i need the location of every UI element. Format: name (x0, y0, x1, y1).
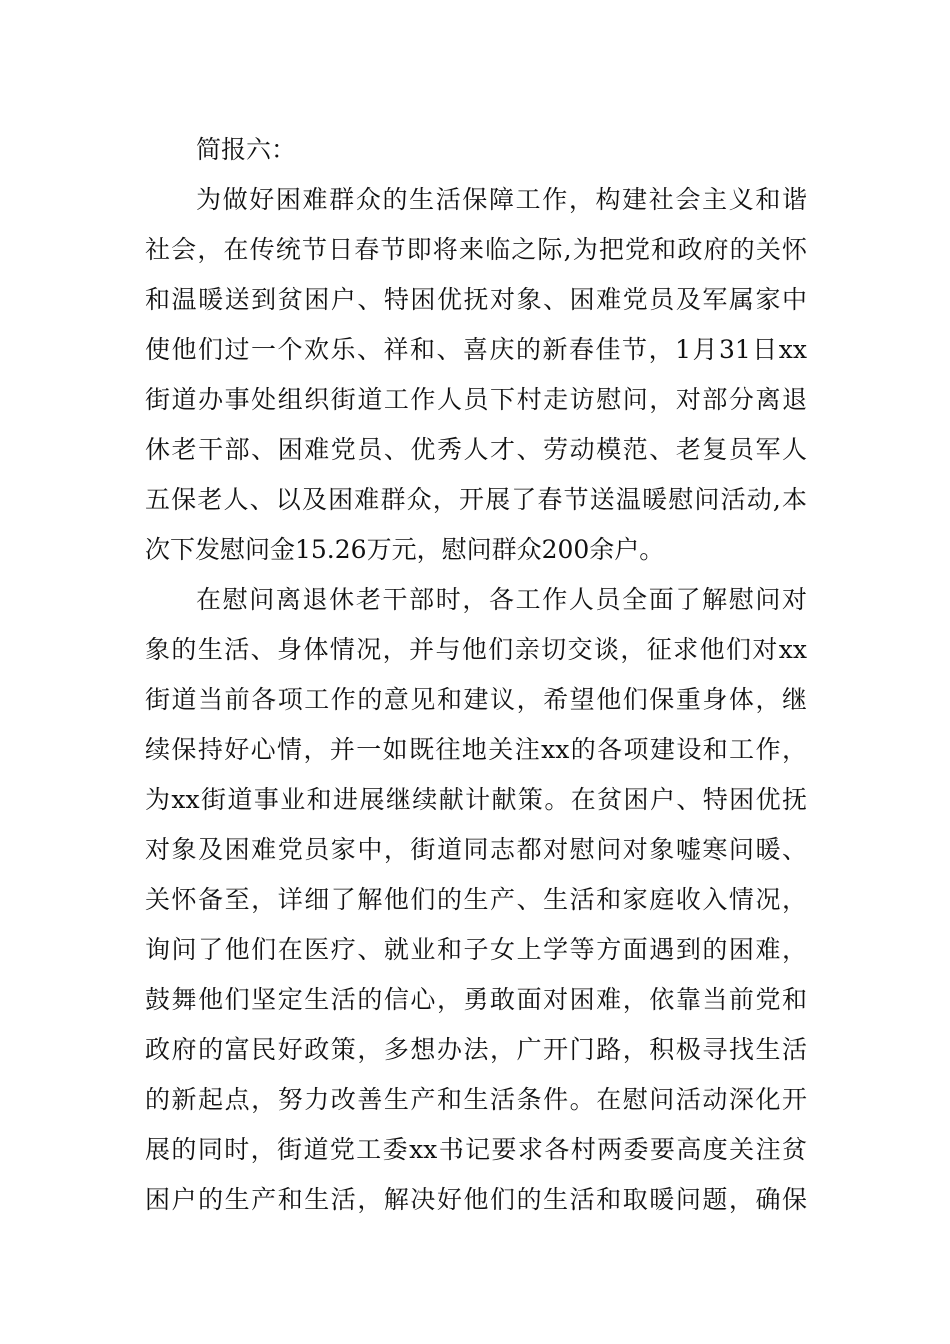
document-heading: 简报六： (196, 135, 297, 164)
paragraph-1-line-1: 为做好困难群众的生活保障工作，构建社会主义和谐 (196, 185, 807, 214)
paragraph-1-line-7: 五保老人、以及困难群众，开展了春节送温暖慰问活动,本 (145, 485, 807, 514)
paragraph-1-line-2: 社会，在传统节日春节即将来临之际,为把党和政府的关怀 (145, 235, 807, 264)
paragraph-2-line-3: 街道当前各项工作的意见和建议，希望他们保重身体，继 (145, 685, 807, 714)
paragraph-2-line-1: 在慰问离退休老干部时，各工作人员全面了解慰问对 (196, 585, 807, 614)
paragraph-2-line-7: 关怀备至，详细了解他们的生产、生活和家庭收入情况， (145, 885, 807, 914)
paragraph-1-line-3: 和温暖送到贫困户、特困优抚对象、困难党员及军属家中 (145, 285, 807, 314)
paragraph-2-line-8: 询问了他们在医疗、就业和子女上学等方面遇到的困难， (145, 935, 807, 964)
paragraph-2-line-5: 为xx街道事业和进展继续献计献策。在贫困户、特困优抚 (145, 785, 807, 814)
paragraph-1-line-6: 休老干部、困难党员、优秀人才、劳动模范、老复员军人 (145, 435, 807, 464)
paragraph-2-line-6: 对象及困难党员家中，街道同志都对慰问对象嘘寒问暖、 (145, 835, 807, 864)
paragraph-2-line-11: 的新起点，努力改善生产和生活条件。在慰问活动深化开 (145, 1085, 807, 1114)
paragraph-2-line-2: 象的生活、身体情况，并与他们亲切交谈，征求他们对xx (145, 635, 807, 664)
paragraph-2-line-13: 困户的生产和生活，解决好他们的生活和取暖问题，确保 (145, 1185, 807, 1214)
paragraph-2-line-4: 续保持好心情，并一如既往地关注xx的各项建设和工作， (145, 735, 807, 764)
paragraph-2-line-12: 展的同时，街道党工委xx书记要求各村两委要高度关注贫 (145, 1135, 807, 1164)
paragraph-1-line-8: 次下发慰问金15.26万元，慰问群众200余户。 (145, 535, 665, 564)
paragraph-2-line-10: 政府的富民好政策，多想办法，广开门路，积极寻找生活 (145, 1035, 807, 1064)
paragraph-2-line-9: 鼓舞他们坚定生活的信心，勇敢面对困难，依靠当前党和 (145, 985, 807, 1014)
paragraph-1-line-4: 使他们过一个欢乐、祥和、喜庆的新春佳节，1月31日xx (145, 335, 807, 364)
paragraph-1-line-5: 街道办事处组织街道工作人员下村走访慰问，对部分离退 (145, 385, 807, 414)
